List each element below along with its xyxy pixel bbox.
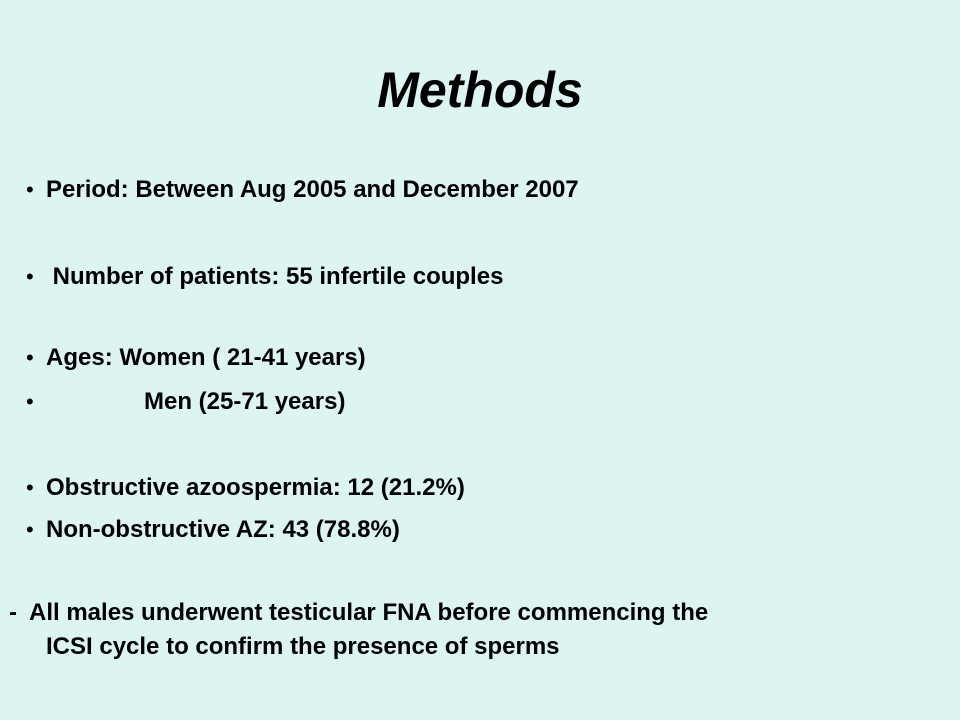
note-line-2: ICSI cycle to confirm the presence of sperms: [46, 633, 560, 660]
bullet-text: Non-obstructive AZ: 43 (78.8%): [46, 516, 400, 543]
bullet-marker: •: [26, 345, 34, 370]
bullet-marker: •: [26, 475, 34, 500]
bullet-non-obstructive: [26, 514, 926, 546]
bullet-text: Ages: Women ( 21-41 years): [46, 344, 366, 371]
bullet-text: Obstructive azoospermia: 12 (21.2%): [46, 474, 465, 501]
bullet-period: [26, 174, 926, 206]
bullet-marker: •: [26, 177, 34, 202]
bullet-ages-women: [26, 342, 926, 374]
bullet-marker: •: [26, 389, 34, 414]
bullet-marker: •: [26, 264, 34, 289]
slide-title: Methods: [377, 62, 583, 118]
bullet-ages-men: [26, 386, 926, 418]
bullet-text: Period: Between Aug 2005 and December 2007: [46, 176, 579, 203]
note-dash: -: [9, 599, 17, 626]
note-line-1: All males underwent testicular FNA before commencing the: [29, 599, 709, 626]
bullet-patients: [26, 261, 926, 293]
bullet-text: Men (25-71 years): [144, 388, 346, 415]
bullet-marker: •: [26, 517, 34, 542]
bullet-obstructive: [26, 472, 926, 504]
bullet-text: Number of patients: 55 infertile couples: [46, 263, 504, 290]
